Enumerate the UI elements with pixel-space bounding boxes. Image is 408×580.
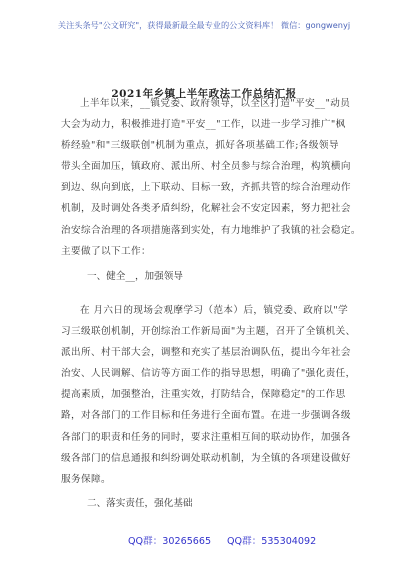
intro-line: 治安综合治理的各项措施落到实处，有力地维护了我镇的社会稳定。 [61,224,361,236]
footer-qq-group-1: QQ群：30265665 [128,536,212,547]
intro-line: 桥经验"和"三级联创"机制为重点，抓好各项基础工作;各级领导 [61,140,339,152]
section-1-paragraph [61,300,356,490]
section-1-line: 各部门的职责和任务的同时，要求注重相互间的联动协作，加强各 [61,431,351,443]
intro-line: 主要做了以下工作： [61,245,151,257]
section-1-line: 习三级联创机制，开创综治工作新局面"为主题，召开了全镇机关、 [61,326,356,338]
section-1-line: 治安、人民调解、信访等方面工作的指导思想，明确了"强化责任， [61,368,356,380]
intro-line: 带头全面加压，镇政府、派出所、村全员参与综合治理，构筑横向 [61,161,351,173]
section-1-line: 提高素质，加强整治，注重实效，打防结合，保障稳定"的工作思 [61,389,346,401]
footer-qq-group-2: QQ群：535304092 [227,536,317,547]
header-banner: 关注头条号"公文研究"，获得最新最全最专业的公文资料库！ 微信：gongwenyj [57,20,351,30]
section-1-line: 派出所、村干部大会，调整和充实了基层治调队伍，提出今年社会 [61,347,351,359]
intro-line: 大会为动力，积极推进打造"平安__"工作，以进一步学习推广"枫 [61,119,346,131]
intro-paragraph [61,93,361,262]
section-1-line: 路，对各部门的工作目标和任务进行全面布置。在进一步强调各级 [61,410,351,422]
document-title: 2021年乡镇上半年政法工作总结汇报 [111,88,297,100]
section-1-line: 服务保障。 [61,473,111,485]
intro-line: 上半年以来，__镇党委、政府领导，以全区打造"平安__"动员 [80,98,351,109]
section-1-line: 级各部门的信息通报和纠纷调处联动机制，为全镇的各项建设做好 [61,452,351,464]
section-1-line: 在 月六日的现场会观摩学习（范本）后，镇党委、政府以"学 [80,305,349,316]
section-heading-2: 二、落实责任，强化基础 [87,498,193,509]
section-heading-1: 一、健全__，加强领导 [87,271,183,282]
intro-line: 到边、纵向到底，上下联动、目标一致，齐抓共管的综合治理动作 [61,182,351,194]
intro-line: 机制，及时调处各类矛盾纠纷，化解社会不安定因素，努力把社会 [61,203,351,215]
